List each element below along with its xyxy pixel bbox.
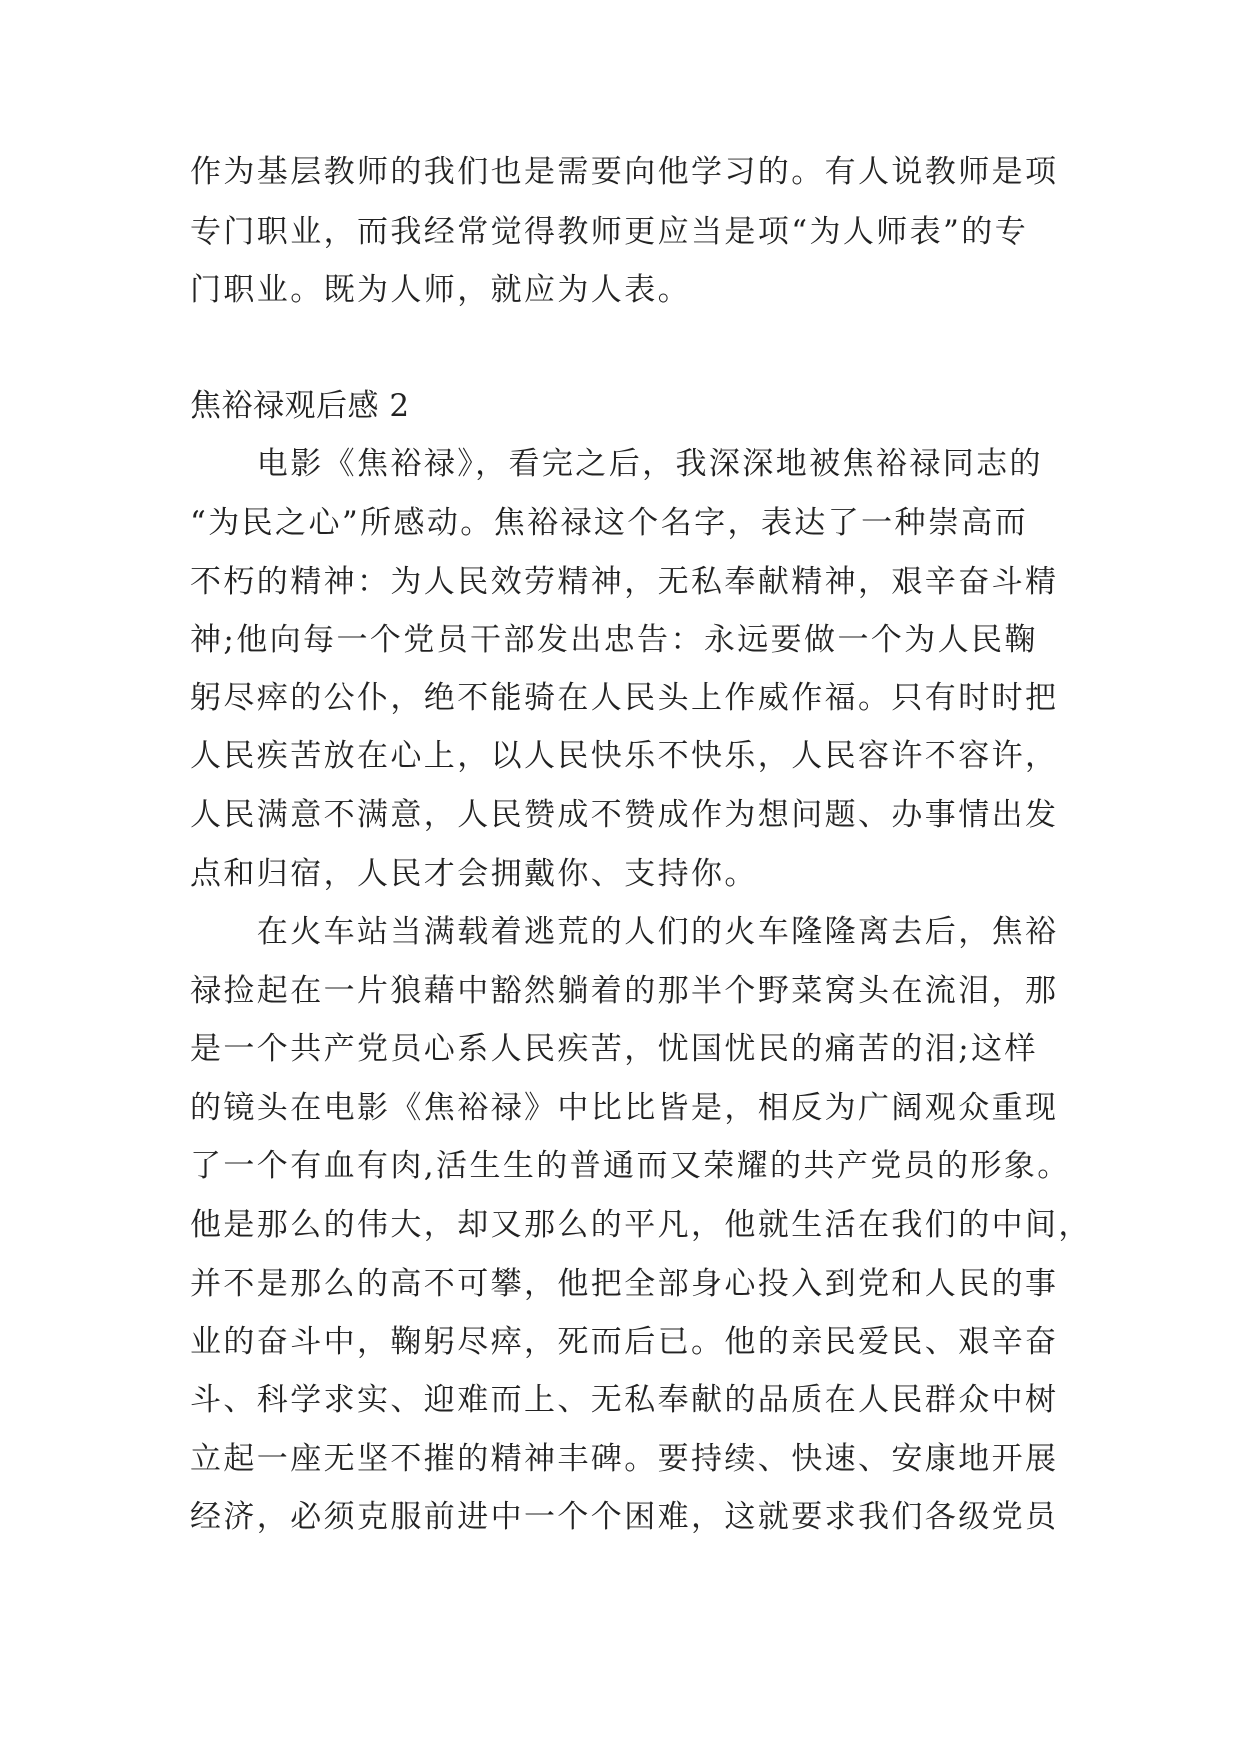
- paragraph2-line-9: 斗、科学求实、迎难而上、无私奉献的品质在人民群众中树: [190, 1382, 1059, 1418]
- intro-line-2: 专门职业，而我经常觉得教师更应当是项“为人师表”的专: [190, 214, 1029, 250]
- intro-line-1: 作为基层教师的我们也是需要向他学习的。有人说教师是项: [190, 154, 1059, 190]
- paragraph1-line-1: 电影《焦裕禄》，看完之后，我深深地被焦裕禄同志的: [190, 446, 1043, 482]
- paragraph2-line-3: 是一个共产党员心系人民疾苦，忧国忧民的痛苦的泪;这样: [190, 1031, 1038, 1067]
- paragraph2-line-5: 了一个有血有肉,活生生的普通而又荣耀的共产党员的形象。: [190, 1148, 1071, 1184]
- paragraph1-line-2: “为民之心”所感动。焦裕禄这个名字，表达了一种崇高而: [190, 505, 1029, 541]
- paragraph2-line-7: 并不是那么的高不可攀，他把全部身心投入到党和人民的事: [190, 1266, 1059, 1302]
- paragraph1-line-4: 神;他向每一个党员干部发出忠告：永远要做一个为人民鞠: [190, 622, 1038, 658]
- paragraph2-line-4: 的镜头在电影《焦裕禄》中比比皆是，相反为广阔观众重现: [190, 1090, 1059, 1126]
- paragraph2-line-8: 业的奋斗中，鞠躬尽瘁，死而后已。他的亲民爱民、艰辛奋: [190, 1324, 1059, 1360]
- section-title: 焦裕禄观后感 2: [190, 388, 410, 424]
- paragraph2-line-10: 立起一座无坚不摧的精神丰碑。要持续、快速、安康地开展: [190, 1441, 1059, 1477]
- paragraph1-line-6: 人民疾苦放在心上，以人民快乐不快乐，人民容许不容许，: [190, 738, 1059, 774]
- intro-line-3: 门职业。既为人师，就应为人表。: [190, 272, 691, 308]
- paragraph1-line-5: 躬尽瘁的公仆，绝不能骑在人民头上作威作福。只有时时把: [190, 680, 1059, 716]
- paragraph1-line-8: 点和归宿，人民才会拥戴你、支持你。: [190, 856, 758, 892]
- paragraph2-line-2: 禄捡起在一片狼藉中豁然躺着的那半个野菜窝头在流泪，那: [190, 973, 1059, 1009]
- paragraph1-line-3: 不朽的精神：为人民效劳精神，无私奉献精神，艰辛奋斗精: [190, 564, 1059, 600]
- paragraph2-line-11: 经济，必须克服前进中一个个困难，这就要求我们各级党员: [190, 1499, 1059, 1535]
- paragraph1-line-7: 人民满意不满意，人民赞成不赞成作为想问题、办事情出发: [190, 797, 1059, 833]
- paragraph2-line-1: 在火车站当满载着逃荒的人们的火车隆隆离去后，焦裕: [190, 914, 1059, 950]
- paragraph2-line-6: 他是那么的伟大，却又那么的平凡，他就生活在我们的中间，: [190, 1207, 1092, 1243]
